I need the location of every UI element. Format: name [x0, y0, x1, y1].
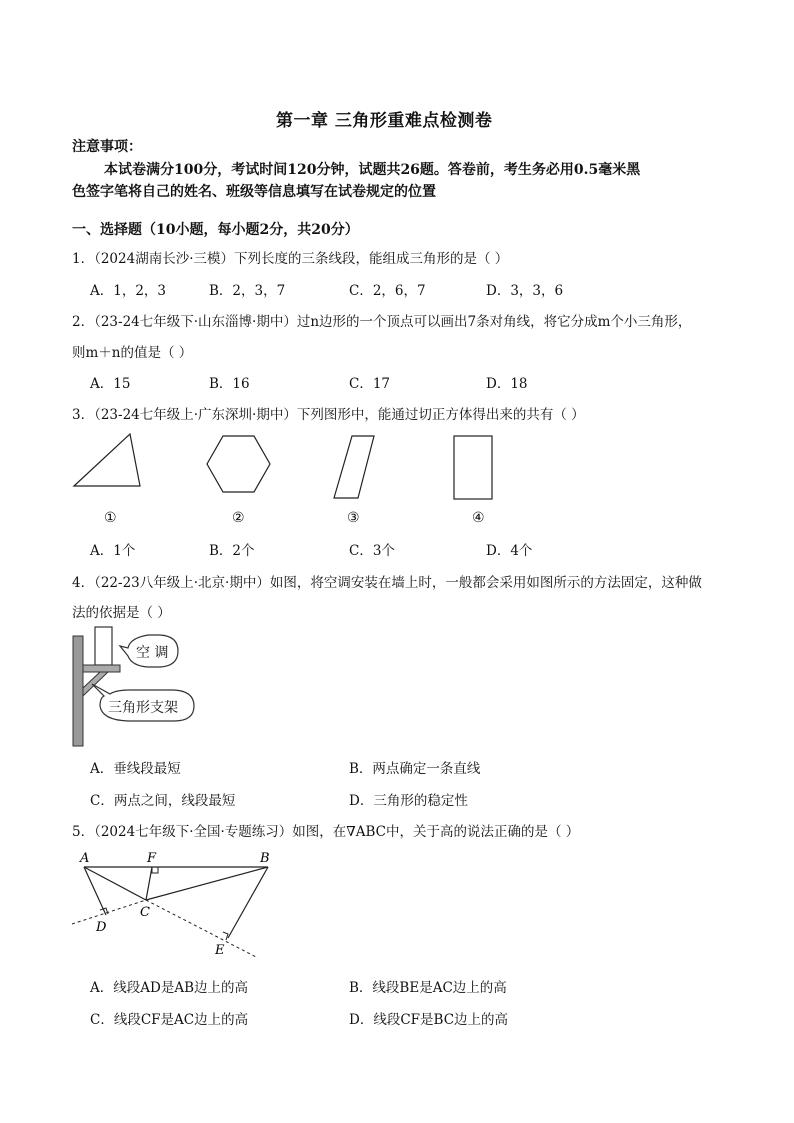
question-1-option-b[interactable]: B．2，3，7 — [209, 283, 286, 299]
air-conditioner-unit — [95, 627, 112, 665]
figure-label-2: ② — [232, 510, 245, 526]
triangle-heights-figure — [68, 846, 278, 962]
point-label-d: D — [96, 920, 107, 935]
question-3-stem: 3．（23-24七年级上·广东深圳·期中）下列图形中，能通过切正方体得出来的共有（ ） — [72, 407, 585, 423]
question-5-option-a[interactable]: A．线段AD是AB边上的高 — [90, 980, 248, 996]
figure-label-3: ③ — [347, 510, 360, 526]
rectangle-shape — [454, 436, 492, 499]
question-2-option-a[interactable]: A．15 — [90, 376, 131, 392]
notice-line-1: 本试卷满分100分，考试时间120分钟，试题共26题。答卷前，考生务必用0.5毫米黑 — [104, 162, 641, 178]
hexagon-shape — [207, 436, 270, 492]
point-label-b: B — [260, 851, 270, 866]
point-label-c: C — [140, 905, 150, 920]
page-title: 第一章 三角形重难点检测卷 — [276, 111, 493, 131]
question-1-option-d[interactable]: D．3，3，6 — [486, 283, 564, 299]
figure-label-4: ④ — [472, 510, 485, 526]
wall — [73, 636, 83, 746]
question-3-shapes-figure — [68, 430, 508, 510]
figure-label-1: ① — [104, 510, 117, 526]
question-1-option-a[interactable]: A．1，2，3 — [90, 283, 167, 299]
point-label-a: A — [80, 851, 90, 866]
question-5-option-d[interactable]: D．线段CF是BC边上的高 — [349, 1012, 509, 1028]
question-2-stem-line-1: 2．（23-24七年级下·山东淄博·期中）过n边形的一个顶点可以画出7条对角线，将它分成m个小三角形， — [72, 314, 692, 330]
question-1-stem: 1．（2024湖南长沙·三模）下列长度的三条线段，能组成三角形的是（ ） — [72, 251, 509, 267]
parallelogram-shape — [334, 436, 374, 498]
question-3-option-b[interactable]: B．2个 — [209, 543, 255, 559]
notice-line-2: 色签字笔将自己的姓名、班级等信息填写在试卷规定的位置 — [72, 184, 436, 200]
question-2-stem-line-2: 则m＋n的值是（ ） — [72, 345, 193, 361]
notice-heading: 注意事项： — [72, 139, 142, 155]
question-4-stem-line-2: 法的依据是（ ） — [72, 605, 171, 621]
question-3-option-a[interactable]: A．1个 — [90, 543, 136, 559]
question-4-option-c[interactable]: C．两点之间，线段最短 — [90, 793, 236, 809]
section-heading: 一、选择题（10小题，每小题2分，共20分） — [72, 222, 359, 238]
question-1-option-c[interactable]: C．2，6，7 — [349, 283, 426, 299]
question-4-stem-line-1: 4．（22-23八年级上·北京·期中）如图，将空调安装在墙上时，一般都会采用如图所示的方法固定，这种做 — [72, 575, 702, 591]
point-label-f: F — [147, 851, 157, 866]
question-5-option-c[interactable]: C．线段CF是AC边上的高 — [90, 1012, 249, 1028]
question-3-option-c[interactable]: C．3个 — [349, 543, 395, 559]
question-2-option-c[interactable]: C．17 — [349, 376, 391, 392]
bracket-shelf — [83, 665, 120, 672]
callout-text-bracket: 三角形支架 — [108, 700, 178, 716]
question-5-option-b[interactable]: B．线段BE是AC边上的高 — [349, 980, 507, 996]
question-4-option-d[interactable]: D．三角形的稳定性 — [349, 793, 468, 809]
triangle-shape — [74, 434, 140, 486]
callout-text-ac: 空 调 — [136, 645, 169, 661]
question-5-stem: 5．（2024七年级下·全国·专题练习）如图，在∇ABC中，关于高的说法正确的是（ ） — [72, 824, 580, 840]
question-4-option-a[interactable]: A．垂线段最短 — [90, 761, 181, 777]
point-label-e: E — [215, 943, 225, 958]
question-4-option-b[interactable]: B．两点确定一条直线 — [349, 761, 481, 777]
question-2-option-b[interactable]: B．16 — [209, 376, 250, 392]
question-3-option-d[interactable]: D．4个 — [486, 543, 533, 559]
question-2-option-d[interactable]: D．18 — [486, 376, 528, 392]
